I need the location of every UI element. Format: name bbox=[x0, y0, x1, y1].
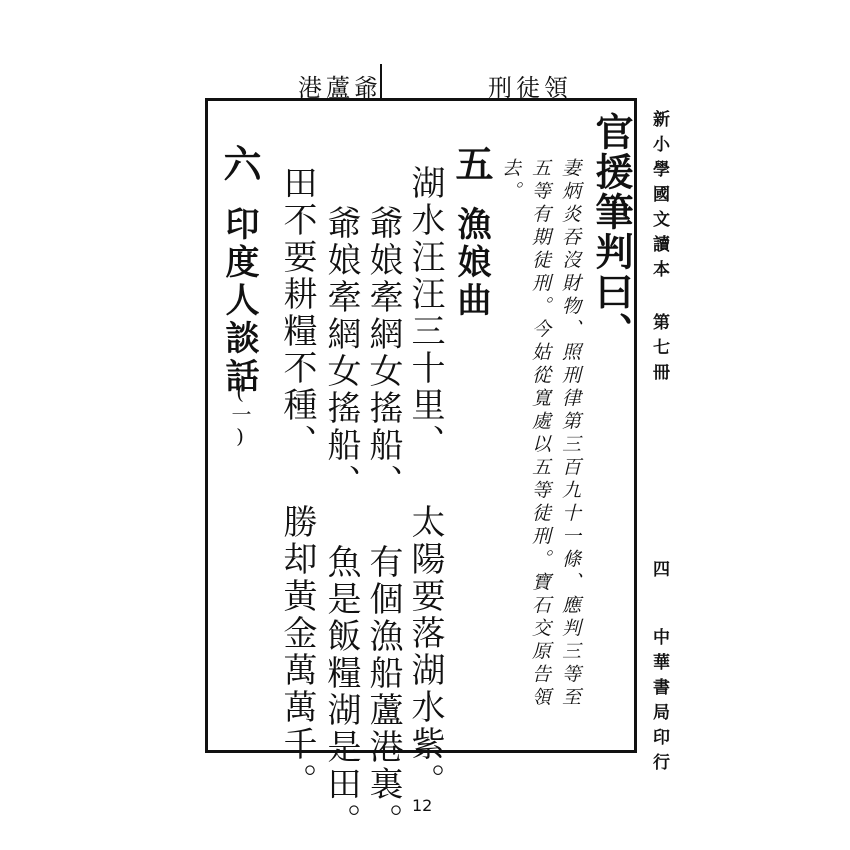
poem-line-2: 爺娘牽網女搖船、 有個漁船蘆港裏。 bbox=[363, 205, 403, 840]
lesson-5-number: 五 bbox=[449, 144, 494, 182]
book-title: 新小學國文讀本 第七冊 bbox=[649, 110, 669, 388]
lesson-6-part-label: (一) bbox=[228, 380, 252, 448]
judgment-line-3: 去。 bbox=[499, 158, 521, 204]
header-right-title: 刑徒領 bbox=[488, 74, 572, 102]
header-left-title: 港蘆爺 bbox=[298, 74, 382, 102]
poem-line-4: 田不要耕糧不種、 勝却黃金萬萬千。 bbox=[277, 165, 317, 800]
lesson-5-title: 漁娘曲 bbox=[451, 206, 491, 320]
judgment-heading: 官援筆判曰、 bbox=[589, 112, 634, 352]
lesson-6-number: 六 bbox=[217, 144, 262, 182]
lesson-6-title: 印度人談話 bbox=[219, 206, 259, 396]
poem-line-1: 湖水汪汪三十里、 太陽要落湖水紫。 bbox=[405, 165, 445, 800]
judgment-line-2: 五等有期徒刑。今姑從寬處以五等徒刑。寶石交原告領 bbox=[529, 158, 551, 710]
publisher-imprint: 中華書局印行 bbox=[649, 628, 669, 778]
page-number: 12 bbox=[412, 796, 433, 815]
poem-line-3: 爺娘牽網女搖船、 魚是飯糧湖是田。 bbox=[321, 205, 361, 840]
judgment-line-1: 妻炳炎吞沒財物、照刑律第三百九十一條、應判三等至 bbox=[559, 158, 581, 710]
leaf-number: 四 bbox=[649, 560, 669, 585]
